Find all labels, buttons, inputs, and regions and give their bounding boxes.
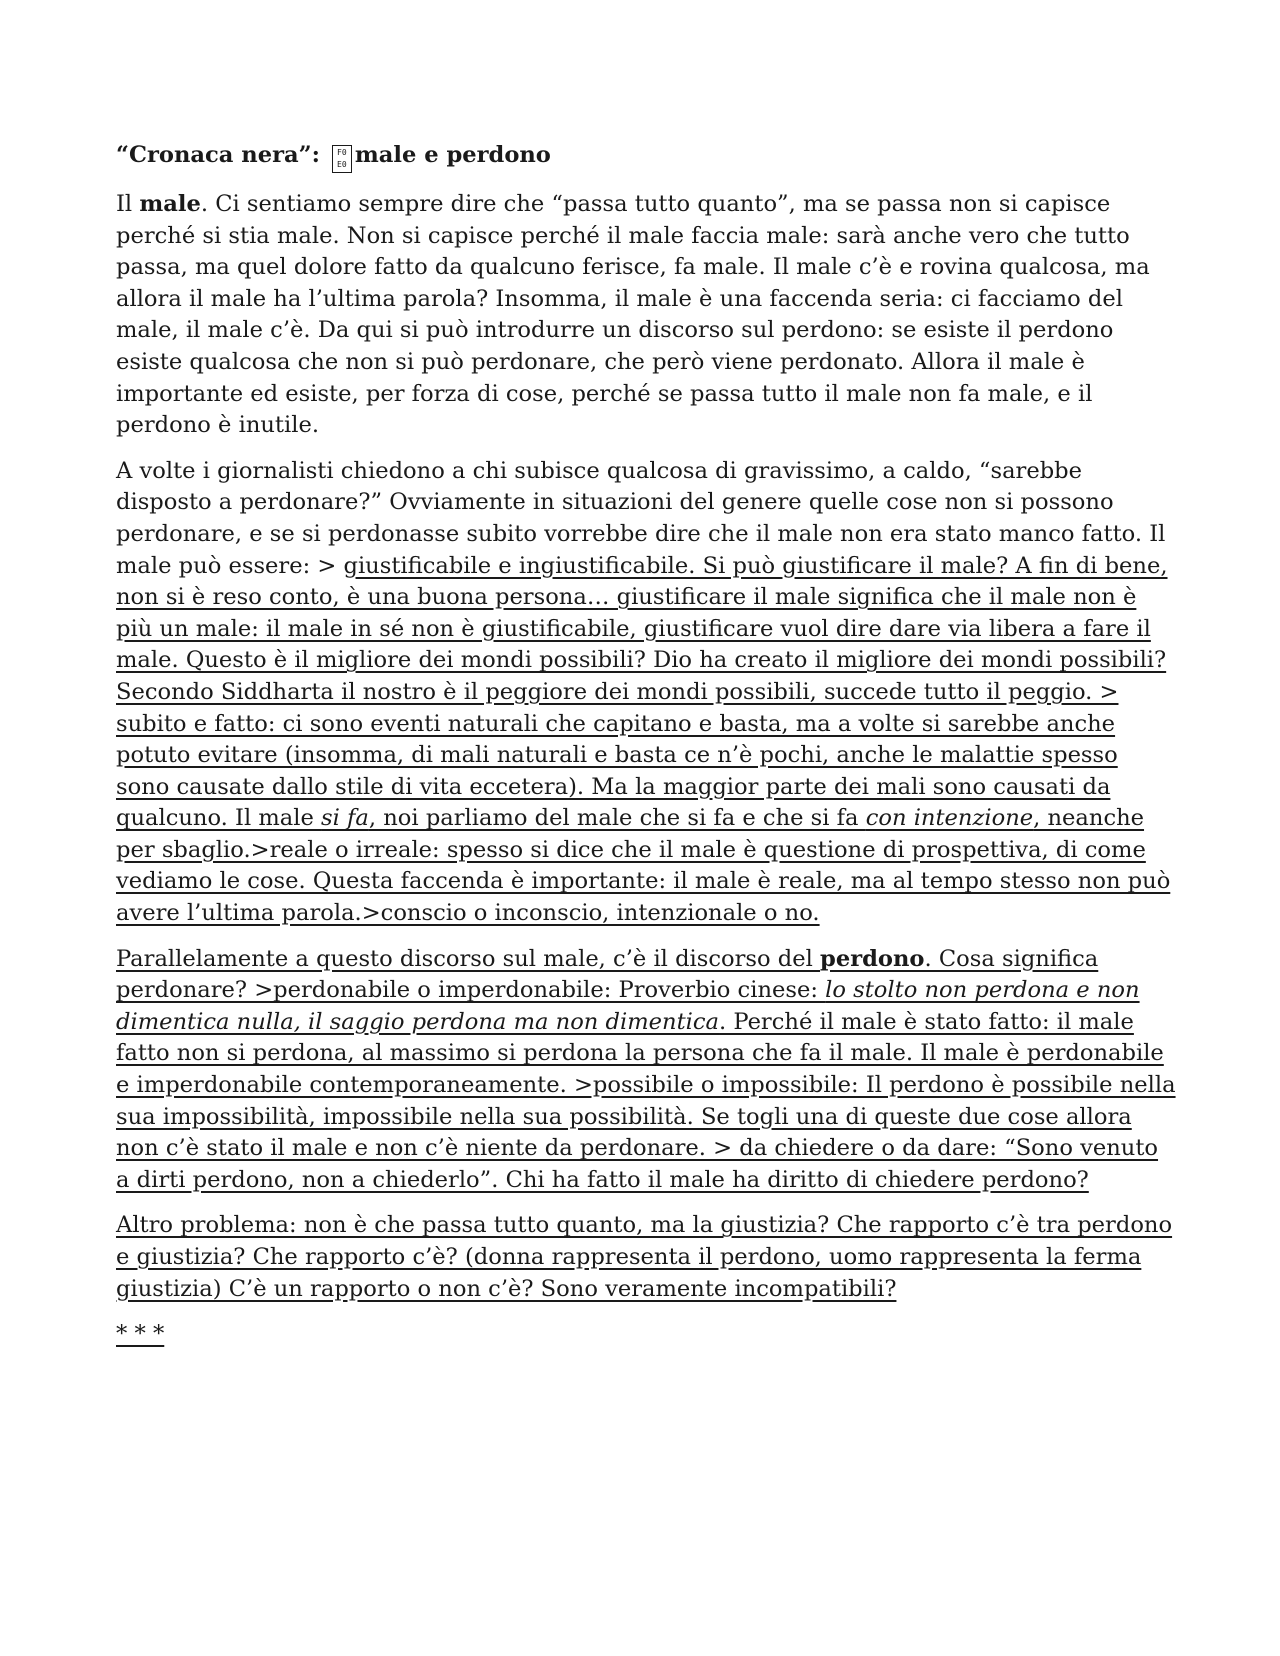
title-main: male e perdono — [354, 142, 551, 168]
missing-glyph-icon: F0 E0 — [332, 145, 352, 173]
underlined-text: giustificabile e ingiustificabile. Si può giustificare il male? A fin di bene, non si è reso conto, è una buona persona… giustificare il male significa che il male non è più un male: il male in sé non è giustificabile, giustificare vuol dire dare via libera a fare il male. Questo è il migliore dei mondi possibili? Dio ha creato il migliore dei mondi possibili? Secondo Siddharta il nostro è il peggiore dei mondi possibili, succede tutto il peggio. > subito e fatto: ci sono eventi naturali che capitano e basta, ma a volte si sarebbe anche potuto evitare (insomma, di mali naturali e basta ce n’è pochi, anche le malattie spesso sono causate dallo stile di vita eccetera). Ma la maggior parte dei mali sono causati da qualcuno. Il male — [116, 552, 1168, 832]
document-title — [116, 140, 1176, 173]
paragraph-perdono: Parallelamente a questo discorso sul male, c’è il discorso del perdono. Cosa significa perdonare? >perdonabile o imperdonabile: Proverbio cinese: lo stolto non perdona e non dimentica nulla, il saggio perdona ma non dimentica. Perché il male è stato fatto: il male fatto non si perdona, al massimo si perdona la persona che fa il male. Il male è perdonabile e imperdonabile contemporaneamente. >possibile o impossibile: Il perdono è possibile nella sua impossibilità, impossibile nella sua possibilità. Se togli una di queste due cose allora non c’è stato il male e non c’è niente da perdonare. > da chiedere o da dare: “Sono venuto a dirti perdono, non a chiederlo”. Chi ha fatto il male ha diritto di chiedere perdono? — [116, 945, 1176, 1193]
italic-si-fa: si fa — [321, 805, 369, 832]
italic-con-intenzione: con intenzione — [865, 805, 1034, 832]
keyword-male: male — [139, 191, 201, 217]
italic-proverbio: lo stolto non perdona e non dimentica nulla, il saggio perdona ma non dimentica — [116, 977, 1140, 1035]
paragraph-giornalisti: A volte i giornalisti chiedono a chi subisce qualcosa di gravissimo, a caldo, “sarebbe disposto a perdonare?” Ovviamente in situazioni del genere quelle cose non si possono perdonare, e se si perdonasse subito vorrebbe dire che il male non era stato manco fatto. Il male può essere: > giustificabile e ingiustificabile. Si può giustificare il male? A fin di bene, non si è reso conto, è una buona persona… giustificare il male significa che il male non è più un male: il male in sé non è giustificabile, giustificare vuol dire dare via libera a fare il male. Questo è il migliore dei mondi possibili? Dio ha creato il migliore dei mondi possibili? Secondo Siddharta il nostro è il peggiore dei mondi possibili, succede tutto il peggio. > subito e fatto: ci sono eventi naturali che capitano e basta, ma a volte si sarebbe anche potuto evitare (insomma, di mali naturali e basta ce n’è pochi, anche le malattie spesso sono causate dallo stile di vita eccetera). Ma la maggior parte dei mali sono causati da qualcuno. Il male si fa, noi parliamo del male che si fa e che si fa con intenzione, neanche per sbaglio.>reale o irreale: spesso si dice che il male è questione di prospettiva, di come vediamo le cose. Questa faccenda è importante: il male è reale, ma al tempo stesso non può avere l’ultima parola.>conscio o inconscio, intenzionale o no. — [116, 457, 1171, 927]
paragraph-giustizia: Altro problema: non è che passa tutto quanto, ma la giustizia? Che rapporto c’è tra perdono e giustizia? Che rapporto c’è? (donna rappresenta il perdono, uomo rappresenta la ferma giustizia) C’è un rapporto o non c’è? Sono veramente incompatibili? — [116, 1212, 1173, 1302]
title-prefix: “Cronaca nera”: — [116, 142, 328, 168]
section-end-mark: * * * — [116, 1321, 165, 1348]
paragraph-male: Il male. Ci sentiamo sempre dire che “passa tutto quanto”, ma se passa non si capisce perché si stia male. Non si capisce perché il male faccia male: sarà anche vero che tutto passa, ma quel dolore fatto da qualcuno ferisce, fa male. Il male c’è e rovina qualcosa, ma allora il male ha l’ultima parola? Insomma, il male è una faccenda seria: ci facciamo del male, il male c’è. Da qui si può introdurre un discorso sul perdono: se esiste il perdono esiste qualcosa che non si può perdonare, che però viene perdonato. Allora il male è importante ed esiste, per forza di cose, perché se passa tutto il male non fa male, e il perdono è inutile. — [116, 191, 1150, 439]
document-page — [116, 140, 1176, 1351]
keyword-perdono: perdono — [820, 945, 925, 972]
